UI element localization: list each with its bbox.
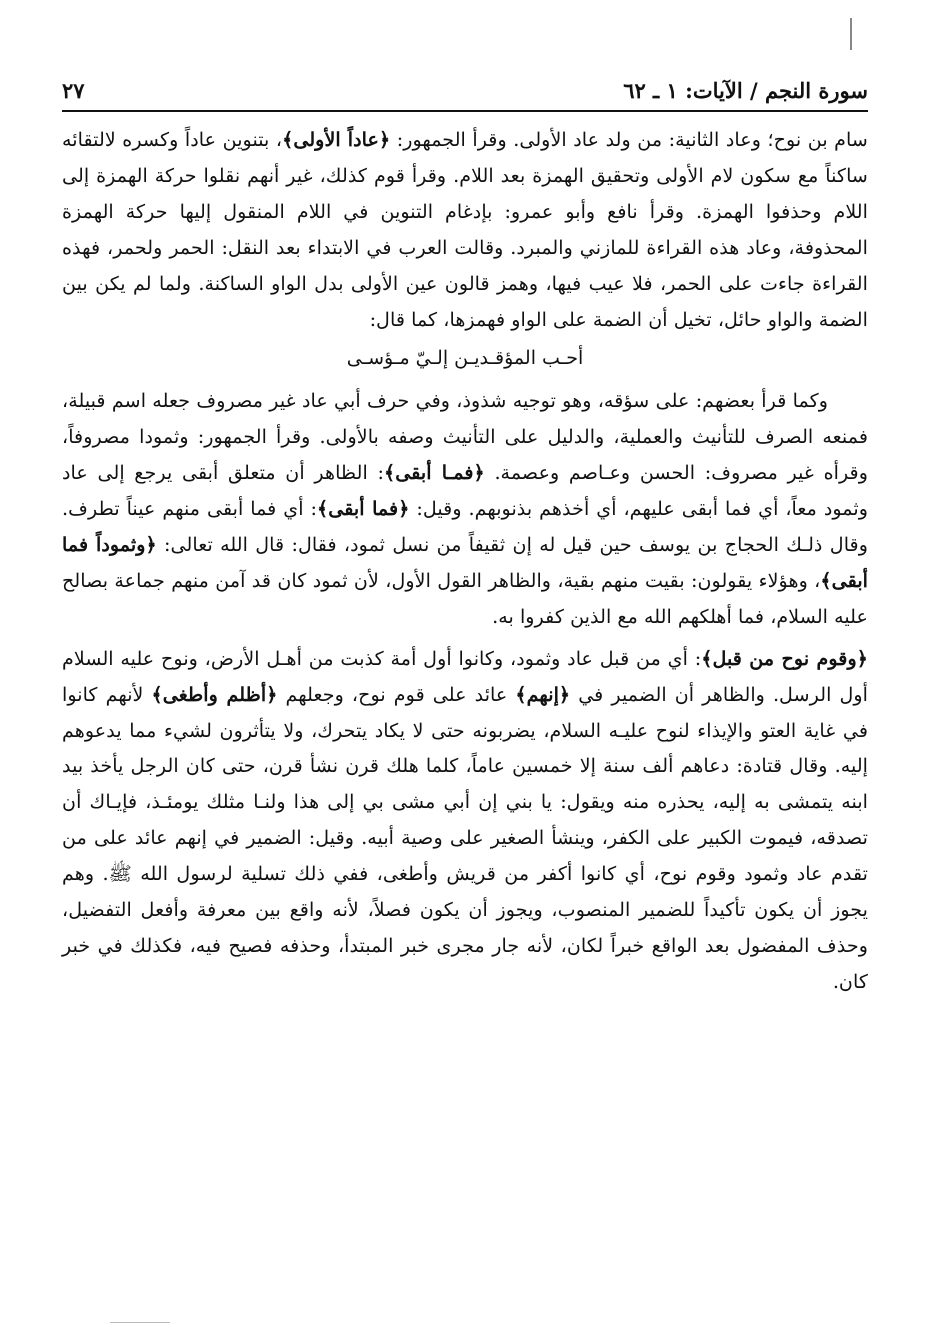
paragraph-1 <box>62 122 868 337</box>
scan-artifact-mark <box>850 18 852 50</box>
body-text: : أي من قبل عاد وثمود، وكانوا أول أمة كذبت من أهـل الأرض، ونوح عليه السلام أول الرسل. والظاهر أن الضمير في <box>62 646 868 706</box>
quran-quote: ﴿عاداً الأولى﴾ <box>282 128 391 151</box>
running-title: سورة النجم / الآيات: ١ ـ ٦٢ <box>623 77 868 103</box>
body-text: لأنهم كانوا في غاية العتو والإيذاء لنوح عليـه السلام، يضربونه حتى لا يكاد يتحرك، ولا يتأثرون لشيء مما يدعوهم إليه. وقال قتادة: دعاهم ألف سنة إلا خمسين عاماً، كلما هلك قرن نشأ قرن، حتى كان الرجل يأخذ بيد ابنه يتمشى به إليه، يحذره منه ويقول: يا بني إن أبي مشى بي إلى هذا ولنـا مثلك يومئـذ، فإيـاك أن تصدقه، فيموت الكبير على الكفر، وينشأ الصغير على وصية أبيه. وقيل: الضمير في إنهم عائد على من تقدم عاد وثمود وقوم نوح، أي كانوا أكفر من قريش وأطغى، ففي ذلك تسلية لرسول الله ﷺ. وهم يجوز أن يكون تأكيداً للضمير المنصوب، ويجوز أن يكون فصلاً، لأنه واقع بين معرفة وأفعل التفضيل، وحذف المفضول بعد الواقع خبراً لكان، لأنه جار مجرى خبر المبتدأ، وحذفه فصيح فيه، فكذلك في خبر كان. <box>62 682 868 993</box>
quran-quote: ﴿فما أبقى﴾ <box>316 497 410 521</box>
quran-quote: ﴿أظلم وأطغى﴾ <box>151 682 278 706</box>
paragraph-3 <box>62 641 868 1000</box>
page-header <box>62 70 868 112</box>
quran-quote: ﴿فمـا أبقى﴾ <box>383 461 485 485</box>
body-text: ، بتنوين عاداً وكسره لالتقائه ساكناً مع سكون لام الأولى وتحقيق الهمزة بعد اللام. وقرأ قوم كذلك، غير أنهم نقلوا حركة الهمزة إلى اللام وحذفوا الهمزة. وقرأ نافع وأبو عمرو: بإدغام التنوين في اللام المنقول إليها حركة الهمزة المحذوفة، وعاد هذه القراءة للمازني والمبرد. وقالت العرب في الابتداء بعد النقل: الحمر ولحمر، فهذه القراءة جاءت على الحمر، فلا عيب فيها، وهمز قالون عين الأولى بدل الواو الساكنة. ولما لم يكن بين الضمة والواو حائل، تخيل أن الضمة على الواو فهمزها، كما قال: <box>62 128 868 331</box>
quran-quote: ﴿وثموداً فما أبقى﴾ <box>62 532 868 592</box>
poetry-verse: أحـب المؤقـديـن إلـيّ مـؤسـى <box>346 347 584 370</box>
quran-quote: ﴿وقوم نوح من قبل﴾ <box>701 646 868 670</box>
page-body <box>62 122 868 1272</box>
body-text: ، وهؤلاء يقولون: بقيت منهم بقية، والظاهر القول الأول، لأن ثمود كان قد آمن منهم جماعة بصالح عليه السلام، فما أهلكهم الله مع الذين كفروا به. <box>62 568 868 628</box>
body-text: وكما قرأ بعضهم: على سؤقه، وهو توجيه شذوذ، وفي حرف أبي عاد غير مصروف جعله اسم قبيلة، فمنعه الصرف للتأنيث والعملية، والدليل على التأنيث وصفه بالأولى. وقرأ الجمهور: وثمودا مصروفاً، وقرأه غير مصروف: الحسن وعـاصم وعصمة. <box>62 389 868 485</box>
scan-artifact-mark <box>110 1322 170 1323</box>
body-text: سام بن نوح؛ وعاد الثانية: من ولد عاد الأولى. وقرأ الجمهور: <box>390 128 868 151</box>
body-text: عائد على قوم نوح، وجعلهم <box>277 682 516 706</box>
paragraph-2 <box>62 383 868 634</box>
page-number: ٢٧ <box>62 77 85 103</box>
body-text: : الظاهر أن متعلق أبقى يرجع إلى عاد وثمود معاً، أي فما أبقى عليهم، أي أخذهم بذنوبهم. وقيل: <box>62 461 868 521</box>
body-text: : أي فما أبقى منهم عيناً تطرف. وقال ذلـك الحجاج بن يوسف حين قيل له إن ثقيفاً من نسل ثمود، فقال: قال الله تعالى: <box>62 497 868 556</box>
quran-quote: ﴿إنهم﴾ <box>515 682 571 706</box>
